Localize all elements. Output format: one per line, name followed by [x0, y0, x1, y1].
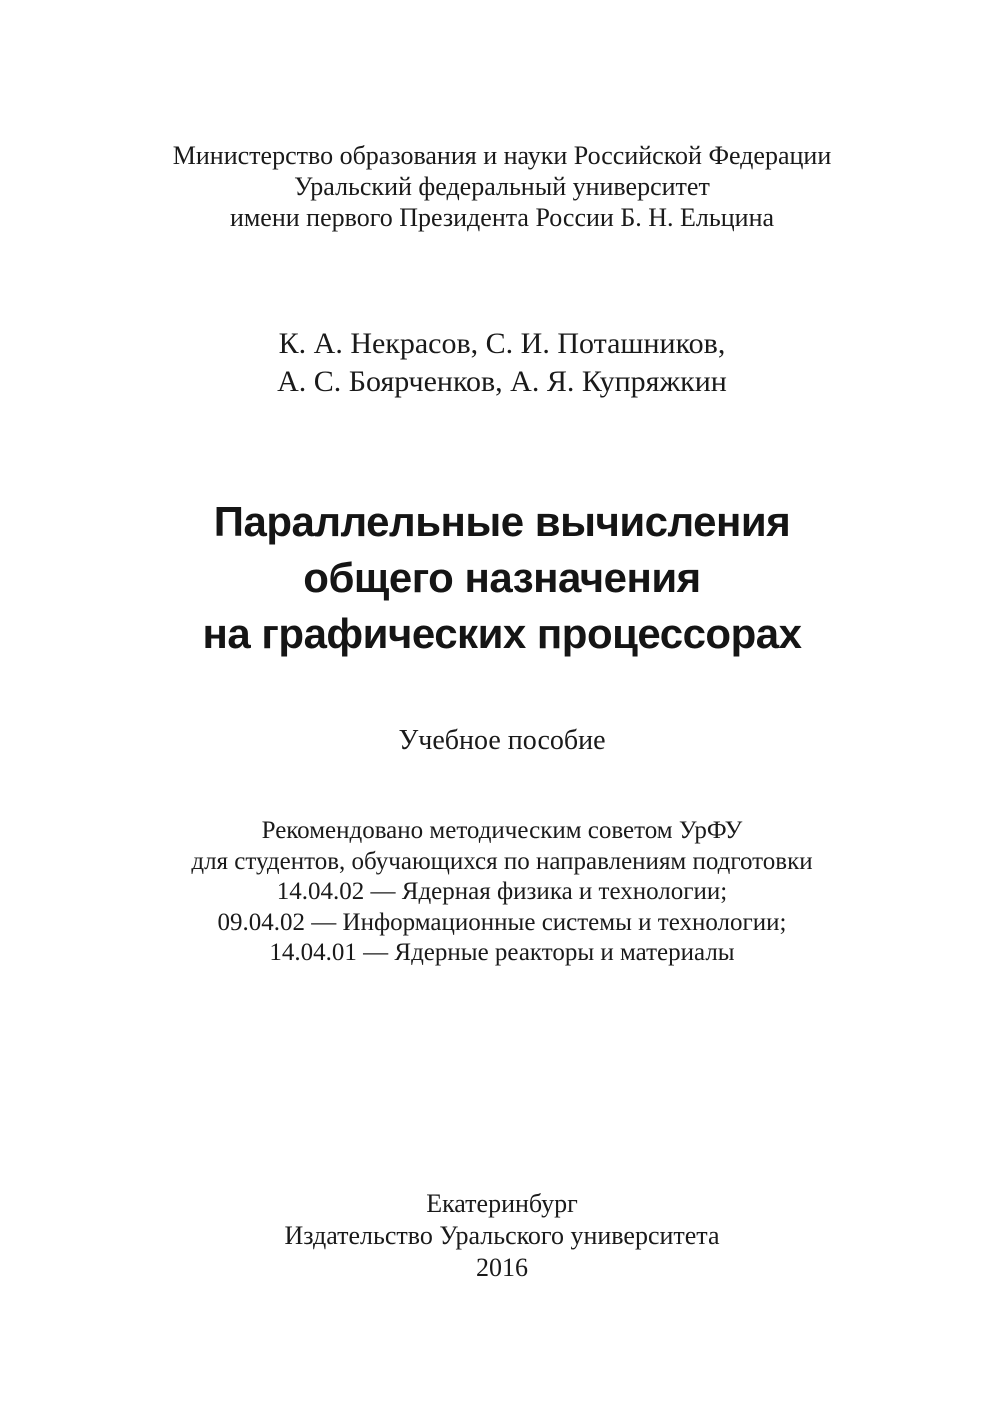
- book-subtitle: [0, 724, 1004, 758]
- institution-block: [0, 140, 1004, 233]
- subtitle-text: Учебное пособие: [398, 725, 606, 756]
- recommendation-line-1: Рекомендовано методическим советом УрФУ: [261, 817, 743, 844]
- imprint-year: 2016: [476, 1253, 528, 1282]
- imprint-city: Екатеринбург: [426, 1189, 578, 1218]
- institution-line-2: Уральский федеральный университет: [294, 172, 710, 201]
- title-line-1: Параллельные вычисления: [213, 498, 791, 545]
- imprint-block: [0, 1188, 1004, 1284]
- recommendation-line-5: 14.04.01 — Ядерные реакторы и материалы: [269, 939, 735, 966]
- recommendation-line-4: 09.04.02 — Информационные системы и технологии;: [217, 908, 787, 936]
- authors-block: [0, 325, 1004, 401]
- title-line-3: на графических процессорах: [202, 610, 802, 657]
- authors-line-1: К. А. Некрасов, С. И. Поташников,: [278, 327, 726, 360]
- recommendation-block: [0, 816, 1004, 969]
- institution-line-3: имени первого Президента России Б. Н. Ельцина: [229, 203, 775, 232]
- recommendation-line-3: 14.04.02 — Ядерная физика и технологии;: [276, 878, 728, 905]
- recommendation-line-2: для студентов, обучающихся по направлениям подготовки: [191, 847, 813, 875]
- authors-line-2: А. С. Боярченков, А. Я. Купряжкин: [277, 365, 727, 398]
- book-title: [0, 494, 1004, 662]
- title-line-2: общего назначения: [303, 554, 701, 601]
- institution-line-1: Министерство образования и науки Российской Федерации: [172, 141, 832, 170]
- imprint-publisher: Издательство Уральского университета: [284, 1221, 720, 1250]
